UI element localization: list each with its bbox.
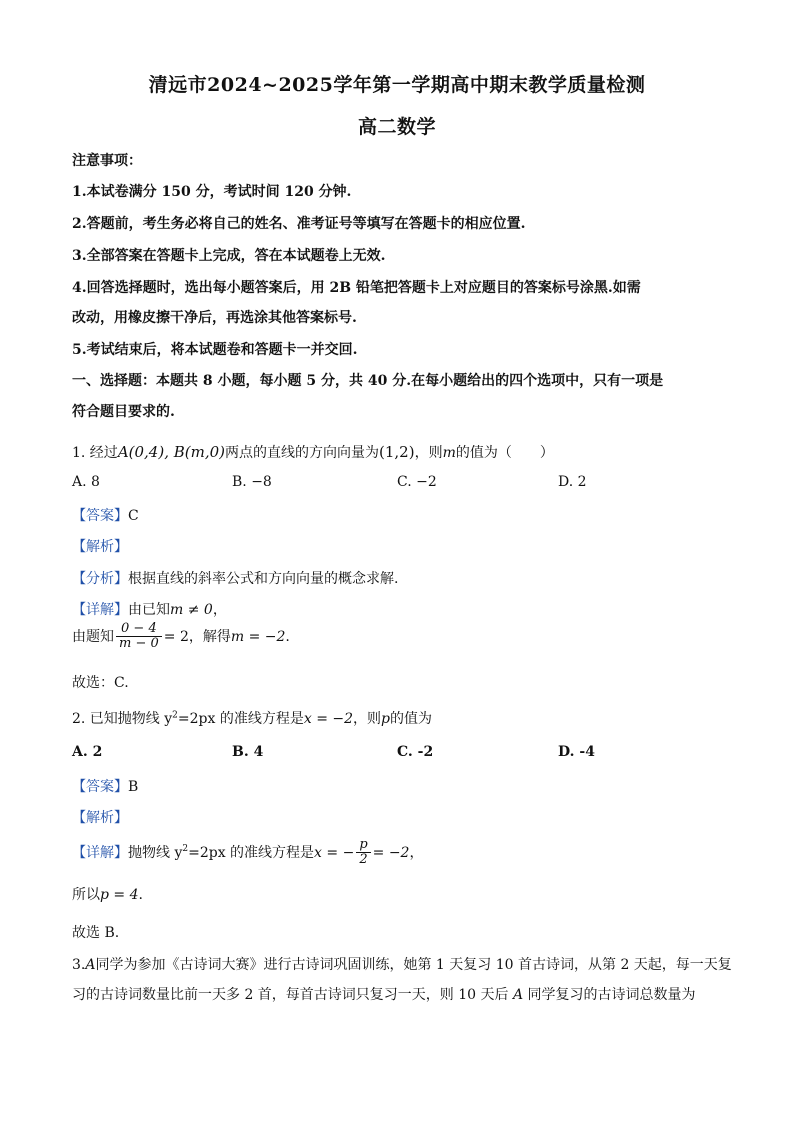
fraction [116, 622, 162, 652]
detail-text: 由已知 [128, 602, 170, 618]
detail-eq-post: = −2 [372, 844, 410, 861]
note-item: 3.全部答案在答题卡上完成，答在本试题卷上无效. [72, 248, 386, 264]
fraction-numerator: 0 − 4 [116, 622, 162, 637]
q2-option-a: A. 2 [72, 744, 103, 760]
fraction-denominator: 2 [359, 852, 368, 868]
note-item: 4.回答选择题时，选出每小题答案后，用 2B 铅笔把答题卡上对应题目的答案标号涂黑.如需 [72, 280, 641, 296]
section-heading: 一、选择题：本题共 8 小题，每小题 5 分，共 40 分.在每小题给出的四个选项中，只有一项是 [72, 373, 664, 389]
q2-var: p [381, 711, 390, 727]
exam-subject: 高二数学 [357, 116, 436, 138]
q2-option-c: C. -2 [397, 744, 434, 760]
detail2-pre: 由题知 [72, 628, 114, 645]
note-item: 2.答题前，考生务必将自己的姓名、准考证号等填写在答题卡的相应位置. [72, 216, 526, 232]
fraction-numerator: p [356, 838, 370, 853]
note-item: 1.本试卷满分 150 分，考试时间 120 分钟. [72, 184, 352, 200]
q1-detail [72, 599, 227, 619]
q2-prefix: 2. 已知抛物线 y [72, 711, 173, 727]
q1-suffix: 的值为（ ） [455, 445, 554, 461]
detail2-math: m = −2 [230, 628, 286, 645]
q2-sup: 2 [172, 710, 178, 721]
question-3-line1: 3.𝐴同学为参加《古诗词大赛》进行古诗词巩固训练，她第 1 天复习 10 首古诗词，从第 2 天起，每一天复 [72, 957, 732, 973]
q1-option-c: C. −2 [397, 474, 437, 490]
fenxi-tag: 【分析】 [72, 571, 128, 587]
q1-detail-2 [72, 622, 290, 652]
answer-value: C [128, 508, 139, 524]
fraction [356, 838, 370, 868]
analysis-tag: 【解析】 [72, 539, 128, 555]
analysis-tag: 【解析】 [72, 810, 128, 826]
q1-option-d: D. 2 [558, 474, 587, 490]
q1-option-a: A. 8 [72, 474, 100, 490]
detail-end: ， [212, 602, 227, 618]
note-item: 改动，用橡皮擦干净后，再选涂其他答案标号. [72, 310, 357, 326]
answer-tag: 【答案】 [72, 508, 128, 524]
detail2-post: ，解得 [188, 628, 231, 645]
section-heading-cont: 符合题目要求的. [72, 404, 175, 420]
note-item: 5.考试结束后，将本试题卷和答题卡一并交回. [72, 342, 358, 358]
question-3-line2: 习的古诗词数量比前一天多 2 首，每首古诗词只复习一天，则 10 天后 𝐴 同学复习的古诗词总数量为 [72, 987, 696, 1003]
q2-mid: =2px 的准线方程是 [177, 711, 304, 727]
exam-title: 清远市2024~2025学年第一学期高中期末教学质量检测 [148, 74, 646, 96]
answer-tag: 【答案】 [72, 779, 128, 795]
q2-so [72, 884, 143, 904]
so-math: p = 4 [100, 887, 139, 903]
q2-option-d: D. -4 [558, 744, 595, 760]
q2-eq: x = −2 [303, 711, 354, 727]
detail-end: ， [409, 844, 424, 861]
fenxi-text: 根据直线的斜率公式和方向向量的概念求解. [128, 571, 399, 587]
q1-conclusion: 故选：C. [72, 675, 129, 691]
q1-var: m [442, 445, 456, 461]
answer-value: B [128, 779, 139, 795]
q1-mid2: ，则 [414, 445, 443, 461]
detail2-end: . [285, 628, 290, 645]
detail2-mid: = 2 [163, 628, 189, 645]
q2-option-b: B. 4 [232, 744, 264, 760]
detail-tag: 【详解】 [72, 602, 128, 618]
so-pre: 所以 [72, 887, 100, 903]
q2-detail [72, 838, 423, 868]
q2-mid2: ，则 [353, 711, 382, 727]
q1-mid: 两点的直线的方向向量为 [225, 445, 380, 461]
q1-prefix: 1. 经过 [72, 445, 118, 461]
question-2 [72, 708, 432, 728]
detail-pre: 抛物线 y [128, 844, 183, 861]
q2-conclusion: 故选 B. [72, 925, 120, 941]
detail-mid: =2px 的准线方程是 [188, 844, 315, 861]
q1-option-b: B. −8 [232, 474, 272, 490]
question-1 [72, 442, 554, 462]
q1-answer [72, 505, 139, 525]
q2-suffix: 的值为 [390, 711, 432, 727]
so-end: . [138, 887, 143, 903]
q1-vector: (1,2) [379, 443, 415, 461]
fraction-denominator: m − 0 [119, 636, 159, 652]
notes-heading: 注意事项： [72, 153, 142, 169]
detail-math: m ≠ 0 [170, 602, 213, 618]
q1-points: A(0,4), B(m,0) [117, 443, 226, 461]
detail-eq-pre: x = − [314, 844, 355, 861]
detail-sup: 2 [182, 844, 189, 855]
detail-tag: 【详解】 [72, 844, 128, 861]
q2-answer [72, 776, 138, 796]
q1-fenxi [72, 568, 398, 588]
